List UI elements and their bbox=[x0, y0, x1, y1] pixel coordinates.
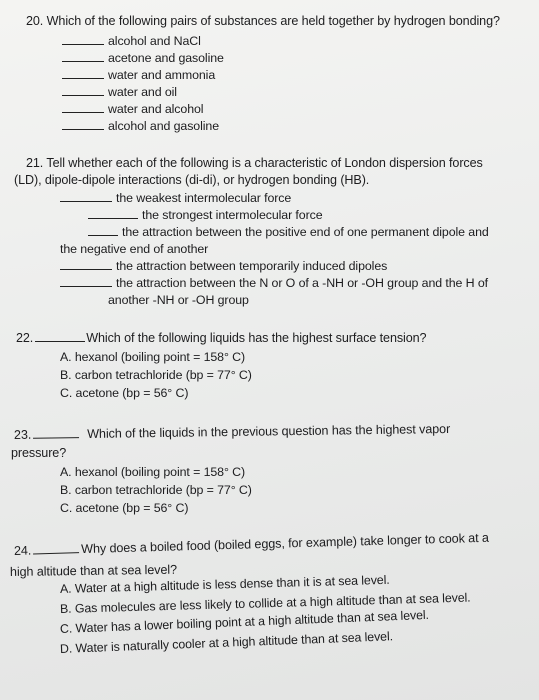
answer-blank[interactable] bbox=[62, 50, 104, 62]
q20-item-text: water and oil bbox=[108, 85, 177, 99]
q21-item-text: the attraction between temporarily induced dipoles bbox=[116, 259, 388, 273]
answer-blank[interactable] bbox=[60, 258, 112, 270]
q21-item-text: the weakest intermolecular force bbox=[116, 191, 292, 205]
q21-prompt-line1: Tell whether each of the following is a characteristic of London dispersion forces bbox=[46, 156, 483, 170]
q20-item bbox=[62, 84, 177, 100]
q20-number: 20. bbox=[26, 14, 44, 28]
q21-item bbox=[88, 207, 322, 223]
q23-header bbox=[14, 421, 450, 443]
q20-item bbox=[62, 118, 219, 134]
q22-option: A. hexanol (boiling point = 158° C) bbox=[60, 350, 246, 364]
q21-item bbox=[60, 190, 291, 206]
q21-item-continued: another -NH or -OH group bbox=[108, 293, 249, 307]
q20-item bbox=[62, 101, 203, 117]
answer-blank[interactable] bbox=[62, 118, 104, 130]
q24-number: 24. bbox=[13, 543, 32, 558]
q20-item bbox=[62, 33, 201, 49]
answer-blank[interactable] bbox=[35, 330, 85, 342]
q20-item bbox=[62, 67, 215, 83]
answer-blank[interactable] bbox=[33, 426, 79, 439]
q21-item bbox=[88, 224, 489, 240]
answer-blank[interactable] bbox=[60, 190, 112, 202]
q21-item bbox=[60, 258, 387, 274]
answer-blank[interactable] bbox=[60, 275, 112, 287]
answer-blank[interactable] bbox=[88, 224, 118, 236]
q21-item-continued: the negative end of another bbox=[60, 242, 209, 256]
q22-option: C. acetone (bp = 56° C) bbox=[60, 386, 189, 400]
q22-prompt: Which of the following liquids has the highest surface tension? bbox=[86, 331, 427, 345]
answer-blank[interactable] bbox=[33, 541, 79, 554]
q21-prompt-line2: (LD), dipole-dipole interactions (di-di), or hydrogen bonding (HB). bbox=[14, 173, 370, 187]
q24-header bbox=[14, 530, 489, 559]
q23-option: A. hexanol (boiling point = 158° C) bbox=[60, 465, 246, 479]
q24-prompt-line1: Why does a boiled food (boiled eggs, for example) take longer to cook at a bbox=[80, 530, 489, 557]
q23-option: B. carbon tetrachloride (bp = 77° C) bbox=[60, 483, 252, 497]
answer-blank[interactable] bbox=[88, 207, 138, 219]
q20-item bbox=[62, 50, 224, 66]
q21-item-text: the attraction between the positive end of one permanent dipole and bbox=[122, 225, 489, 239]
q21-header bbox=[26, 155, 483, 171]
q22-number: 22. bbox=[16, 331, 34, 345]
q22-header bbox=[16, 330, 426, 346]
answer-blank[interactable] bbox=[62, 67, 104, 79]
q21-item bbox=[60, 275, 488, 291]
answer-blank[interactable] bbox=[62, 101, 104, 113]
q24-option: B. Gas molecules are less likely to collide at a high altitude than at sea level. bbox=[59, 590, 471, 616]
q20-header bbox=[26, 13, 500, 29]
q21-number: 21. bbox=[26, 156, 44, 170]
q23-number: 23. bbox=[13, 427, 32, 442]
q24-option: A. Water at a high altitude is less dense than it is at sea level. bbox=[59, 572, 390, 596]
q24-option: C. Water has a lower boiling point at a high altitude than at sea level. bbox=[59, 607, 430, 636]
q21-item-text: the attraction between the N or O of a -NH or -OH group and the H of bbox=[116, 276, 488, 290]
answer-blank[interactable] bbox=[62, 33, 104, 45]
q23-prompt-line1: Which of the liquids in the previous question has the highest vapor bbox=[87, 421, 451, 441]
q20-item-text: alcohol and gasoline bbox=[108, 119, 219, 133]
q20-item-text: water and alcohol bbox=[108, 102, 204, 116]
q21-item-text: the strongest intermolecular force bbox=[142, 208, 323, 222]
q22-option: B. carbon tetrachloride (bp = 77° C) bbox=[60, 368, 252, 382]
q24-prompt-line2: high altitude than at sea level? bbox=[9, 562, 178, 579]
q23-option: C. acetone (bp = 56° C) bbox=[60, 501, 189, 515]
q20-item-text: acetone and gasoline bbox=[108, 51, 224, 65]
answer-blank[interactable] bbox=[62, 84, 104, 96]
q23-prompt-line2: pressure? bbox=[11, 446, 67, 460]
q20-item-text: water and ammonia bbox=[108, 68, 216, 82]
q20-item-text: alcohol and NaCl bbox=[108, 34, 201, 48]
q20-prompt: Which of the following pairs of substances are held together by hydrogen bonding? bbox=[46, 14, 500, 28]
q24-option: D. Water is naturally cooler at a high altitude than at sea level. bbox=[59, 629, 394, 656]
